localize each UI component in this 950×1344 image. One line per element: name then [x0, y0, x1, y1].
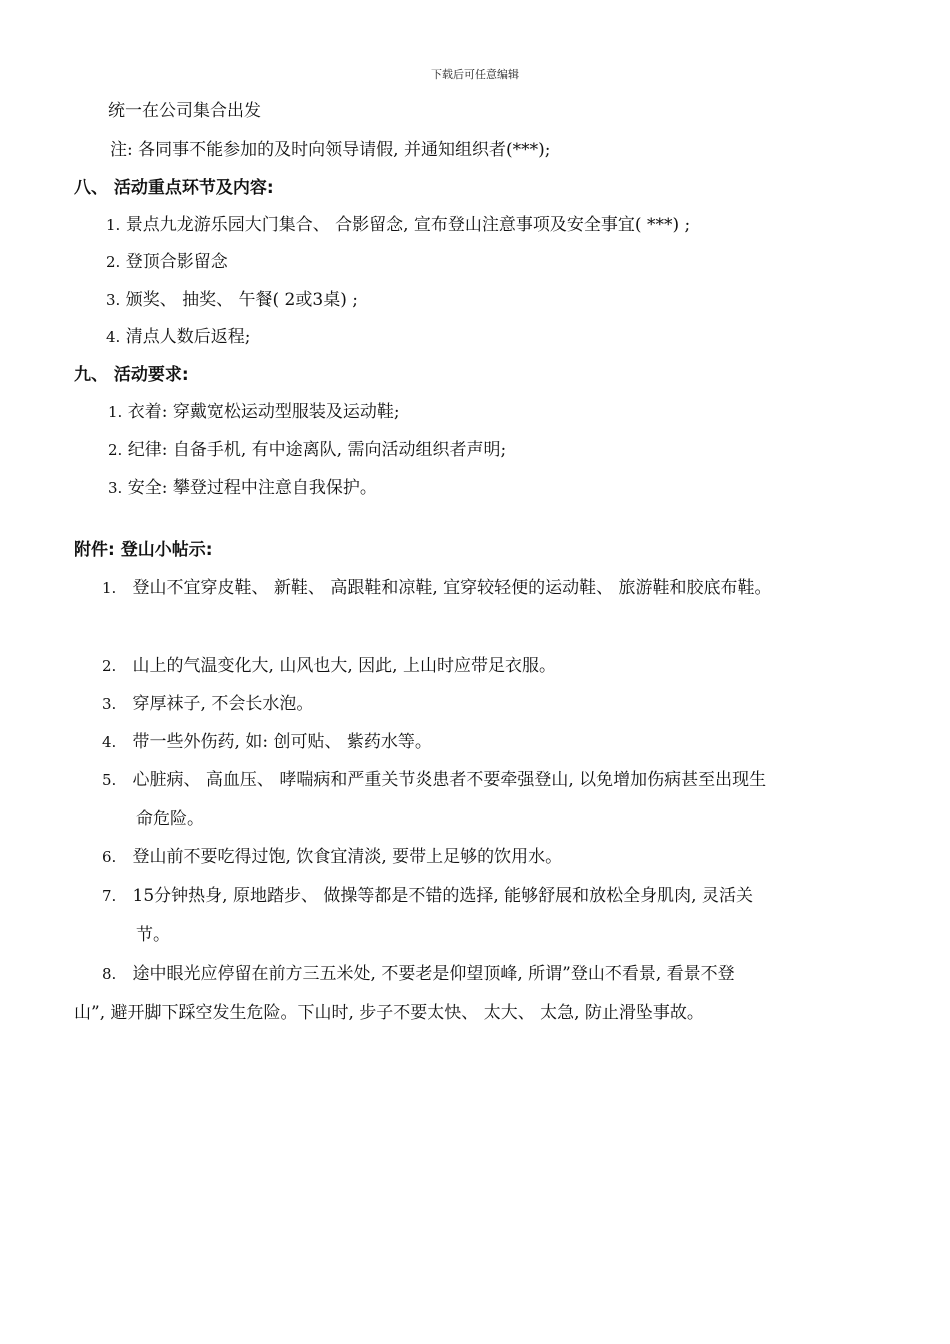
list-item — [106, 251, 228, 273]
list-item — [102, 693, 313, 715]
item-text: 带一些外伤药, 如: 创可贴、 紫药水等。 — [132, 732, 432, 752]
item-number: 7. — [102, 887, 117, 905]
item-text: 登山不宜穿皮鞋、 新鞋、 高跟鞋和凉鞋, 宜穿较轻便的运动鞋、 旅游鞋和胶底布鞋。 — [132, 578, 772, 598]
item-number: 2. — [102, 657, 117, 675]
page-header: 下载后可任意编辑 — [431, 68, 519, 81]
list-item-continuation: 节。 — [136, 925, 170, 945]
intro-note: 注: 各同事不能参加的及时向领导请假, 并通知组织者(***); — [110, 140, 551, 160]
list-item — [102, 577, 772, 599]
section-8-title: 八、 活动重点环节及内容: — [74, 178, 274, 198]
appendix-title: 附件: 登山小帖示: — [74, 540, 213, 560]
item-number: 1. — [108, 403, 123, 421]
list-item — [102, 731, 432, 753]
item-number: 4. — [106, 328, 121, 346]
list-item — [102, 769, 766, 791]
list-item — [106, 289, 358, 311]
item-text: 颁奖、 抽奖、 午餐( 2或3桌) ; — [125, 290, 358, 310]
item-text: 登顶合影留念 — [125, 252, 228, 272]
intro-line: 统一在公司集合出发 — [108, 101, 261, 121]
list-item-continuation: 命危险。 — [136, 809, 204, 829]
item-text: 衣着: 穿戴宽松运动型服装及运动鞋; — [127, 402, 400, 422]
item-text: 登山前不要吃得过饱, 饮食宜清淡, 要带上足够的饮用水。 — [132, 847, 563, 867]
item-number: 3. — [106, 291, 121, 309]
item-number: 2. — [106, 253, 121, 271]
item-text: 15分钟热身, 原地踏步、 做操等都是不错的选择, 能够舒展和放松全身肌肉, 灵活关 — [132, 886, 753, 906]
section-9-title: 九、 活动要求: — [74, 365, 189, 385]
item-text: 安全: 攀登过程中注意自我保护。 — [127, 478, 377, 498]
item-number: 3. — [108, 479, 123, 497]
item-text: 穿厚袜子, 不会长水泡。 — [132, 694, 314, 714]
item-number: 4. — [102, 733, 117, 751]
item-text: 景点九龙游乐园大门集合、 合影留念, 宣布登山注意事项及安全事宜( ***) ; — [125, 215, 691, 235]
list-item — [102, 655, 556, 677]
item-number: 6. — [102, 848, 117, 866]
list-item — [108, 401, 400, 423]
list-item — [108, 477, 377, 499]
item-text: 山上的气温变化大, 山风也大, 因此, 上山时应带足衣服。 — [132, 656, 556, 676]
list-item — [106, 214, 690, 236]
item-number: 8. — [102, 965, 117, 983]
list-item-continuation: 山”, 避开脚下踩空发生危险。下山时, 步子不要太快、 太大、 太急, 防止滑坠事故。 — [74, 1003, 704, 1023]
item-number: 5. — [102, 771, 117, 789]
list-item — [102, 846, 562, 868]
item-number: 3. — [102, 695, 117, 713]
item-number: 1. — [106, 216, 121, 234]
list-item — [108, 439, 506, 461]
item-number: 2. — [108, 441, 123, 459]
item-text: 途中眼光应停留在前方三五米处, 不要老是仰望顶峰, 所谓”登山不看景, 看景不登 — [132, 964, 735, 984]
item-text: 清点人数后返程; — [125, 327, 251, 347]
item-text: 心脏病、 高血压、 哮喘病和严重关节炎患者不要牵强登山, 以免增加伤病甚至出现生 — [132, 770, 767, 790]
item-text: 纪律: 自备手机, 有中途离队, 需向活动组织者声明; — [127, 440, 507, 460]
list-item — [106, 326, 250, 348]
item-number: 1. — [102, 579, 117, 597]
list-item — [102, 885, 753, 907]
list-item — [102, 963, 735, 985]
